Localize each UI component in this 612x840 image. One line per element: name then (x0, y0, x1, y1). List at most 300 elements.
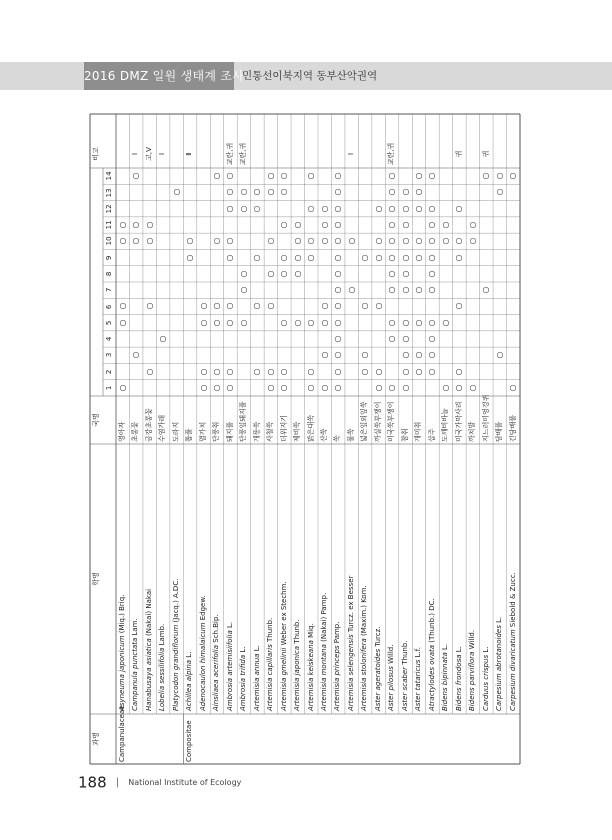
species-epithet: Carpesium abrotanoides (495, 625, 504, 711)
presence-mark: ○ (265, 302, 275, 310)
species-epithet: Ainsliaea acerifolia (212, 644, 221, 711)
presence-mark: ○ (306, 172, 316, 180)
presence-mark: ○ (212, 302, 221, 310)
presence-mark: ○ (279, 270, 289, 278)
presence-mark: ○ (306, 319, 316, 327)
presence-mark: ○ (131, 237, 141, 245)
species-author: (Jacq.) A.DC. (171, 578, 180, 623)
species-epithet: Carpesium divaricatum (508, 629, 517, 711)
presence-mark: ○ (225, 205, 235, 213)
presence-mark: ○ (319, 351, 329, 359)
presence-mark: ○ (440, 221, 450, 229)
presence-mark: ○ (292, 319, 302, 327)
species-epithet: Asyneuma japonicum (118, 635, 126, 711)
presence-mark: ○ (292, 237, 302, 245)
presence-mark: ○ (427, 205, 437, 213)
presence-mark: ○ (238, 205, 248, 213)
presence-mark: ○ (467, 237, 477, 245)
presence-mark: ○ (131, 351, 141, 359)
species-author: (Nakai) Nakai (144, 588, 153, 636)
presence-mark: ○ (319, 205, 329, 213)
scientific-name (170, 441, 182, 714)
presence-mark: ○ (144, 368, 154, 376)
species-author: L. (239, 646, 248, 653)
presence-mark: ○ (346, 286, 356, 294)
presence-mark: ○ (454, 237, 464, 245)
species-epithet: Artemisia keiskeana (306, 640, 315, 711)
presence-mark: ○ (265, 188, 275, 196)
presence-mark: ○ (306, 254, 316, 262)
species-author: L. (441, 643, 450, 650)
presence-mark: ○ (333, 172, 343, 180)
presence-mark: ○ (252, 205, 262, 213)
scientific-name (197, 441, 209, 714)
presence-mark: ○ (400, 368, 410, 376)
site-number: 12 (105, 204, 113, 214)
presence-mark: ○ (400, 351, 410, 359)
species-epithet: Hanabusaya asiatica (144, 638, 153, 711)
korean-name: 멸가치 (198, 421, 207, 442)
presence-mark: ○ (185, 237, 195, 245)
presence-mark: ○ (225, 384, 235, 392)
species-author: Lamb. (158, 623, 167, 646)
presence-mark: ○ (414, 254, 423, 262)
species-author: (Nakai) Pamp. (320, 592, 328, 642)
presence-mark: ○ (292, 254, 302, 262)
note-value: Ⅰ (346, 152, 355, 156)
species-epithet: Artemisia selengensis (346, 634, 355, 711)
species-epithet: Artemisia japonica (293, 645, 302, 711)
footer-separator: | (115, 777, 120, 788)
korean-name: 돼지풀 (225, 421, 234, 442)
species-author: L. (454, 646, 463, 653)
presence-mark: ○ (454, 205, 464, 213)
presence-mark: ○ (198, 319, 208, 327)
species-epithet: Aster pilosus (387, 666, 396, 711)
presence-mark: ○ (414, 205, 423, 213)
presence-mark: ○ (265, 384, 275, 392)
species-epithet: Lobelia sessilifolia (158, 647, 167, 711)
species-epithet: Ambrosia trifida (239, 654, 248, 711)
species-author: (Maxim.) Kom. (360, 585, 369, 636)
presence-mark: ○ (400, 221, 410, 229)
presence-mark: ○ (198, 384, 208, 392)
korean-name: 더위지기 (279, 414, 288, 442)
presence-mark: ○ (454, 302, 464, 310)
header-title: 2016 DMZ 일원 생태계 조사 (84, 69, 245, 83)
presence-mark: ○ (454, 384, 464, 392)
scientific-name (156, 441, 168, 714)
site-number: 14 (105, 171, 113, 181)
presence-mark: ○ (117, 302, 127, 310)
presence-mark: ○ (387, 172, 397, 180)
presence-mark: ○ (279, 384, 289, 392)
species-epithet: Artemisia princeps (333, 645, 342, 711)
header-scientific-name: 학명 (92, 572, 100, 586)
species-epithet: Ambrosia artemisiifolia (225, 630, 234, 711)
korean-name: 제비쑥 (293, 421, 302, 442)
species-epithet: Aster ageratoides (373, 648, 382, 711)
presence-mark: ○ (414, 172, 423, 180)
presence-mark: ○ (306, 237, 316, 245)
scientific-name (143, 441, 155, 714)
korean-name: 산쑥 (320, 428, 328, 442)
presence-mark: ○ (238, 319, 248, 327)
presence-mark: ○ (494, 351, 504, 359)
presence-mark: ○ (333, 319, 343, 327)
scientific-name (237, 441, 249, 714)
presence-mark: ○ (373, 302, 383, 310)
presence-mark: ○ (373, 237, 383, 245)
site-number: 3 (105, 353, 113, 358)
species-author: L. (185, 651, 194, 658)
presence-mark: ○ (265, 368, 275, 376)
presence-mark: ○ (427, 254, 437, 262)
presence-mark: ○ (333, 351, 343, 359)
scientific-name (318, 441, 330, 714)
presence-mark: ○ (117, 221, 127, 229)
scientific-name (385, 441, 397, 714)
presence-mark: ○ (427, 221, 437, 229)
species-author: Weber ex Stechm. (279, 581, 288, 646)
korean-name: 도라지 (171, 421, 180, 442)
presence-mark: ○ (131, 172, 141, 180)
presence-mark: ○ (225, 188, 235, 196)
presence-mark: ○ (467, 221, 477, 229)
scientific-name (210, 441, 222, 714)
presence-mark: ○ (467, 384, 477, 392)
presence-mark: ○ (414, 188, 423, 196)
presence-mark: ○ (400, 270, 410, 278)
presence-mark: ○ (400, 188, 410, 196)
korean-name: 지느러미엉겅퀴 (481, 394, 490, 442)
scientific-name (412, 441, 424, 714)
family-name: Campanulaceae (118, 705, 126, 762)
presence-mark: ○ (185, 254, 195, 262)
note-value: 고,Ⅴ (144, 147, 153, 161)
presence-mark: ○ (427, 237, 437, 245)
presence-mark: ○ (238, 286, 248, 294)
header-subtitle: 민통선이북지역 동부산악권역 (242, 70, 378, 82)
scientific-name (466, 441, 478, 714)
presence-mark: ○ (360, 351, 370, 359)
page-number: 188 (78, 773, 107, 792)
presence-mark: ○ (279, 188, 289, 196)
family-name: Compositae (185, 720, 194, 762)
site-number: 7 (105, 287, 113, 293)
header-note: 비고 (92, 147, 100, 161)
presence-mark: ○ (387, 335, 397, 343)
species-epithet: Adenocaulon himalaicum (198, 622, 207, 711)
presence-mark: ○ (333, 335, 343, 343)
presence-mark: ○ (400, 205, 410, 213)
korean-name: 단풍취 (212, 421, 221, 442)
presence-mark: ○ (373, 384, 383, 392)
korean-name: 긴담배풀 (508, 414, 517, 442)
species-author: Edgew. (198, 595, 207, 621)
presence-mark: ○ (198, 302, 208, 310)
presence-mark: ○ (414, 237, 423, 245)
korean-name: 수염가래 (158, 414, 167, 442)
species-author: Willd. (468, 630, 477, 650)
scientific-name (507, 441, 519, 714)
species-author: L.f. (414, 647, 423, 658)
species-author: Turcz. (373, 626, 382, 647)
presence-mark: ○ (212, 319, 221, 327)
species-author: Thunb. (266, 617, 275, 642)
presence-mark: ○ (508, 172, 518, 180)
presence-mark: ○ (225, 237, 235, 245)
presence-mark: ○ (427, 319, 437, 327)
presence-mark: ○ (400, 319, 410, 327)
presence-mark: ○ (144, 237, 154, 245)
presence-mark: ○ (333, 188, 343, 196)
presence-mark: ○ (319, 384, 329, 392)
presence-mark: ○ (400, 335, 410, 343)
presence-mark: ○ (414, 351, 423, 359)
scientific-name (183, 441, 195, 714)
presence-mark: ○ (198, 368, 208, 376)
presence-mark: ○ (414, 286, 423, 294)
presence-mark: ○ (252, 254, 262, 262)
presence-mark: ○ (387, 270, 397, 278)
presence-mark: ○ (400, 254, 410, 262)
presence-mark: ○ (333, 302, 343, 310)
korean-name: 까치발 (468, 421, 477, 442)
scientific-name (439, 441, 451, 714)
species-epithet: Atractylodes ovata (427, 644, 436, 711)
presence-mark: ○ (252, 368, 262, 376)
species-epithet: Achillea alpina (185, 659, 194, 711)
species-table (90, 114, 520, 764)
note-value: Ⅰ (158, 152, 167, 156)
presence-mark: ○ (387, 221, 397, 229)
presence-mark: ○ (252, 188, 262, 196)
species-epithet: Artemisia montana (320, 644, 328, 711)
species-epithet: Carduus crispus (481, 654, 490, 711)
presence-mark: ○ (144, 221, 154, 229)
korean-name: 미국쑥부쟁이 (387, 401, 396, 442)
scientific-name (345, 441, 357, 714)
presence-mark: ○ (427, 286, 437, 294)
presence-mark: ○ (346, 237, 356, 245)
page-footer (78, 772, 241, 792)
species-author: L. (481, 646, 490, 653)
note-value: 귀 (454, 150, 463, 158)
species-epithet: Bidens bipinnata (441, 652, 450, 711)
species-author: L. (225, 621, 234, 628)
korean-name: 미국가막사리 (454, 401, 463, 442)
site-number: 11 (105, 220, 113, 230)
presence-mark: ○ (144, 302, 154, 310)
note-value: Ⅱ (185, 152, 194, 156)
presence-mark: ○ (427, 335, 437, 343)
korean-name: 쑥 (333, 435, 342, 442)
presence-mark: ○ (117, 384, 127, 392)
presence-mark: ○ (360, 368, 370, 376)
presence-mark: ○ (292, 221, 302, 229)
presence-mark: ○ (373, 368, 383, 376)
scientific-name (493, 441, 505, 714)
presence-mark: ○ (387, 286, 397, 294)
presence-mark: ○ (387, 237, 397, 245)
presence-mark: ○ (306, 368, 316, 376)
presence-mark: ○ (306, 384, 316, 392)
presence-mark: ○ (212, 384, 221, 392)
presence-mark: ○ (333, 384, 343, 392)
scientific-name (251, 441, 263, 714)
presence-mark: ○ (360, 254, 370, 262)
presence-mark: ○ (333, 368, 343, 376)
korean-name: 금강초롱꽃 (144, 408, 153, 442)
presence-mark: ○ (387, 205, 397, 213)
species-author: Miq. (306, 623, 315, 638)
presence-mark: ○ (225, 302, 235, 310)
presence-mark: ○ (360, 302, 370, 310)
presence-mark: ○ (481, 172, 491, 180)
korean-name: 참취 (400, 428, 409, 442)
note-value: 귀 (481, 150, 490, 158)
presence-mark: ○ (494, 172, 504, 180)
presence-mark: ○ (306, 205, 316, 213)
presence-mark: ○ (265, 237, 275, 245)
scientific-name (426, 441, 438, 714)
species-author: L. (495, 616, 504, 623)
presence-mark: ○ (319, 221, 329, 229)
presence-mark: ○ (238, 270, 248, 278)
presence-mark: ○ (225, 319, 235, 327)
presence-mark: ○ (440, 237, 450, 245)
korean-name: 초롱꽃 (131, 421, 140, 442)
scientific-name (399, 441, 411, 714)
species-author: Thunb. (293, 619, 302, 644)
presence-mark: ○ (279, 172, 289, 180)
korean-name: 까실쑥부쟁이 (373, 401, 382, 442)
presence-mark: ○ (279, 221, 289, 229)
korean-name: 개똥쑥 (252, 421, 261, 442)
presence-mark: ○ (427, 172, 437, 180)
site-number: 2 (105, 369, 113, 374)
presence-mark: ○ (225, 368, 235, 376)
presence-mark: ○ (387, 319, 397, 327)
presence-mark: ○ (387, 188, 397, 196)
korean-name: 넓은잎외잎쑥 (360, 401, 369, 442)
presence-mark: ○ (414, 319, 423, 327)
scientific-name (453, 441, 465, 714)
presence-mark: ○ (265, 172, 275, 180)
presence-mark: ○ (117, 319, 127, 327)
presence-mark: ○ (440, 319, 450, 327)
presence-mark: ○ (387, 254, 397, 262)
scientific-name (116, 441, 128, 714)
note-value: 교란,귀 (387, 142, 396, 166)
presence-mark: ○ (212, 368, 221, 376)
scientific-name (224, 441, 236, 714)
presence-mark: ○ (427, 351, 437, 359)
presence-mark: ○ (292, 270, 302, 278)
presence-mark: ○ (333, 270, 343, 278)
presence-mark: ○ (373, 205, 383, 213)
presence-mark: ○ (454, 254, 464, 262)
scientific-name (305, 441, 317, 714)
presence-mark: ○ (319, 302, 329, 310)
korean-name: 삽주 (427, 428, 436, 442)
note-value: 교란,귀 (225, 142, 234, 166)
presence-mark: ○ (400, 384, 410, 392)
note-value: 교란,귀 (239, 142, 248, 166)
species-author: Siebold & Zucc. (508, 572, 517, 628)
presence-mark: ○ (279, 319, 289, 327)
species-epithet: Artemisia capillaris (266, 644, 275, 711)
korean-name: 물쑥 (346, 428, 355, 442)
korean-name: 도깨비바늘 (441, 408, 450, 442)
korean-name: 사철쑥 (266, 421, 275, 442)
presence-mark: ○ (212, 172, 221, 180)
presence-mark: ○ (440, 384, 450, 392)
species-author: Lam. (131, 618, 140, 636)
species-epithet: Aster scaber (400, 666, 409, 711)
species-author: (Miq.) Briq. (118, 594, 126, 634)
presence-mark: ○ (333, 205, 343, 213)
note-value: Ⅰ (131, 152, 140, 156)
presence-mark: ○ (333, 221, 343, 229)
presence-mark: ○ (373, 254, 383, 262)
korean-name: 개미취 (414, 421, 423, 442)
presence-mark: ○ (427, 368, 437, 376)
species-author: Willd. (387, 644, 396, 664)
scientific-name (358, 441, 370, 714)
species-epithet: Bidens frondosa (454, 654, 463, 711)
presence-mark: ○ (171, 188, 181, 196)
korean-name: 톱풀 (185, 428, 194, 442)
presence-mark: ○ (265, 270, 275, 278)
presence-mark: ○ (212, 237, 221, 245)
site-number: 4 (105, 336, 113, 342)
korean-name: 맑은대쑥 (306, 414, 315, 442)
presence-mark: ○ (454, 368, 464, 376)
species-epithet: Artemisia annua (252, 653, 261, 711)
scientific-name (372, 441, 384, 714)
presence-mark: ○ (508, 384, 518, 392)
species-epithet: Platycodon grandiflorum (171, 624, 180, 711)
species-author: (Thunb.) DC. (427, 598, 436, 643)
scientific-name (278, 441, 290, 714)
header-family: 과명 (92, 732, 100, 746)
korean-name: 담배풀 (495, 421, 504, 442)
site-number: 5 (105, 320, 113, 325)
footer-institute: National Institute of Ecology (128, 778, 242, 787)
korean-name: 영아자 (118, 421, 126, 442)
site-number: 10 (105, 236, 113, 246)
species-epithet: Campanula punctata (131, 637, 140, 711)
presence-mark: ○ (319, 237, 329, 245)
scientific-name (480, 441, 492, 714)
presence-mark: ○ (387, 384, 397, 392)
presence-mark: ○ (238, 188, 248, 196)
species-author: L. (252, 645, 261, 652)
presence-mark: ○ (252, 302, 262, 310)
presence-mark: ○ (400, 286, 410, 294)
presence-mark: ○ (158, 335, 168, 343)
presence-mark: ○ (414, 368, 423, 376)
site-number: 9 (105, 255, 113, 260)
scientific-name (129, 441, 141, 714)
presence-mark: ○ (131, 221, 141, 229)
presence-mark: ○ (117, 237, 127, 245)
presence-mark: ○ (427, 270, 437, 278)
presence-mark: ○ (333, 254, 343, 262)
header-korean-name: 국명 (92, 413, 100, 427)
